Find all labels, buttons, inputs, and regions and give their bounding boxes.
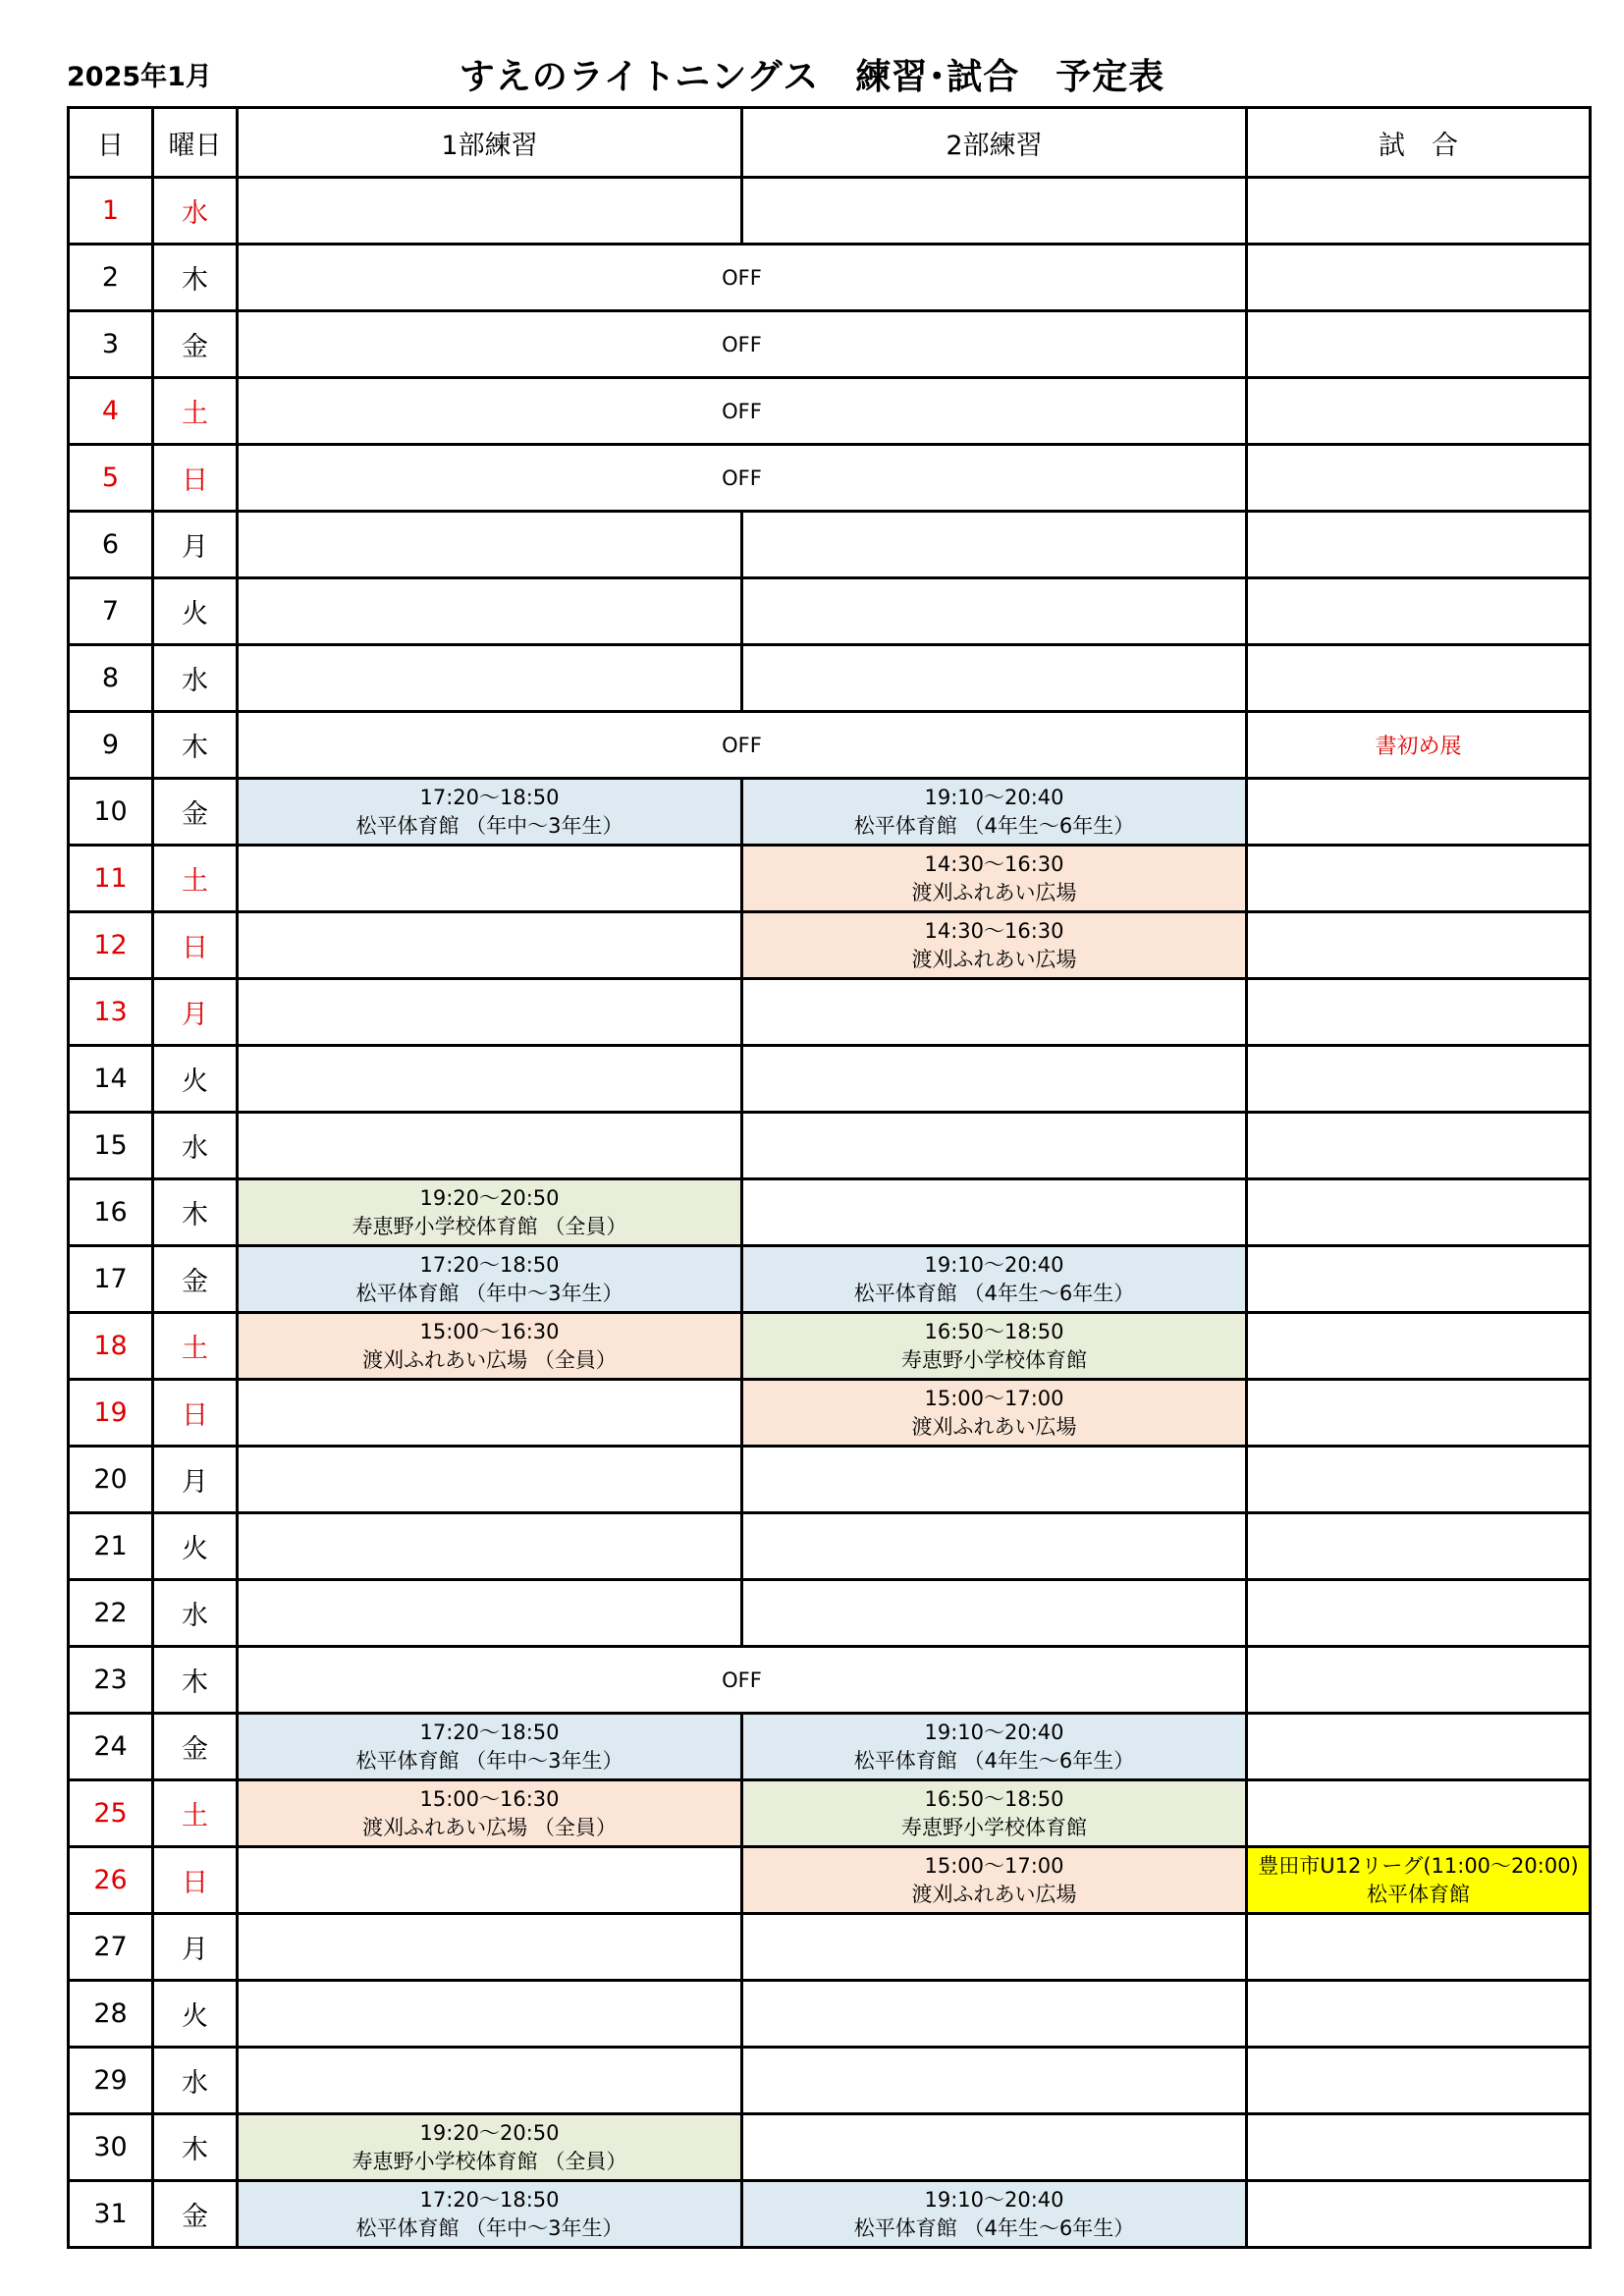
match-cell xyxy=(1247,2048,1591,2114)
table-row xyxy=(69,512,1591,578)
practice-part1-cell-venue: 寿恵野小学校体育館 （全員） xyxy=(352,1214,627,1238)
match-cell xyxy=(1247,178,1591,245)
weekday-label: 木 xyxy=(153,2114,238,2181)
table-row xyxy=(69,1380,1591,1447)
table-row xyxy=(69,979,1591,1046)
off-day-cell: OFF xyxy=(238,445,1247,512)
weekday-label: 金 xyxy=(153,311,238,378)
day-number: 14 xyxy=(69,1046,153,1113)
table-row xyxy=(69,1914,1591,1981)
practice-part1-cell xyxy=(238,1447,742,1513)
match-cell-venue: 松平体育館 xyxy=(1367,1882,1470,1906)
practice-part1-cell xyxy=(238,178,742,245)
match-cell xyxy=(1247,245,1591,311)
practice-part2-cell xyxy=(742,2181,1247,2248)
day-number: 15 xyxy=(69,1113,153,1179)
day-number: 30 xyxy=(69,2114,153,2181)
practice-part2-cell xyxy=(742,912,1247,979)
table-header-row xyxy=(69,108,1591,178)
table-row xyxy=(69,1580,1591,1647)
day-number: 26 xyxy=(69,1847,153,1914)
weekday-label: 日 xyxy=(153,445,238,512)
practice-part2-cell-time: 15:00～17:00 xyxy=(924,1853,1064,1878)
off-day-cell: OFF xyxy=(238,245,1247,311)
practice-part2-cell-time: 19:10～20:40 xyxy=(924,2187,1064,2212)
weekday-label: 金 xyxy=(153,1714,238,1780)
practice-part2-cell xyxy=(742,1914,1247,1981)
match-cell xyxy=(1247,1847,1591,1914)
practice-part1-cell xyxy=(238,2181,742,2248)
day-number: 25 xyxy=(69,1780,153,1847)
match-cell xyxy=(1247,2114,1591,2181)
table-row xyxy=(69,2048,1591,2114)
day-number: 20 xyxy=(69,1447,153,1513)
practice-part2-cell-venue: 松平体育館 （4年生～6年生） xyxy=(853,813,1135,838)
practice-part2-cell xyxy=(742,779,1247,846)
practice-part2-cell xyxy=(742,1046,1247,1113)
practice-part2-cell-time: 19:10～20:40 xyxy=(924,1720,1064,1744)
table-row xyxy=(69,2114,1591,2181)
table-row xyxy=(69,1046,1591,1113)
day-number: 17 xyxy=(69,1246,153,1313)
day-number: 2 xyxy=(69,245,153,311)
table-row xyxy=(69,178,1591,245)
off-day-cell: OFF xyxy=(238,311,1247,378)
weekday-label: 月 xyxy=(153,1914,238,1981)
match-cell xyxy=(1247,1580,1591,1647)
weekday-label: 土 xyxy=(153,846,238,912)
match-cell xyxy=(1247,2181,1591,2248)
weekday-label: 日 xyxy=(153,1380,238,1447)
practice-part1-cell xyxy=(238,1380,742,1447)
off-day-cell: OFF xyxy=(238,1647,1247,1714)
practice-part2-cell xyxy=(742,645,1247,712)
match-cell xyxy=(1247,912,1591,979)
practice-part1-cell xyxy=(238,1914,742,1981)
match-cell xyxy=(1247,1981,1591,2048)
table-row xyxy=(69,245,1591,311)
match-cell xyxy=(1247,311,1591,378)
practice-part2-cell xyxy=(742,979,1247,1046)
match-cell xyxy=(1247,1780,1591,1847)
match-cell xyxy=(1247,1447,1591,1513)
practice-part1-cell-time: 17:20～18:50 xyxy=(419,1720,560,1744)
practice-part2-cell xyxy=(742,1714,1247,1780)
practice-part2-cell xyxy=(742,2048,1247,2114)
day-number: 7 xyxy=(69,578,153,645)
weekday-label: 木 xyxy=(153,712,238,779)
practice-part1-cell-venue: 寿恵野小学校体育館 （全員） xyxy=(352,2149,627,2173)
practice-part2-cell xyxy=(742,1113,1247,1179)
practice-part2-cell xyxy=(742,1313,1247,1380)
practice-part1-cell xyxy=(238,578,742,645)
practice-part2-cell-time: 16:50～18:50 xyxy=(924,1786,1064,1811)
practice-part1-cell xyxy=(238,512,742,578)
practice-part1-cell xyxy=(238,912,742,979)
practice-part1-cell xyxy=(238,1179,742,1246)
match-cell xyxy=(1247,1246,1591,1313)
match-cell xyxy=(1247,979,1591,1046)
table-row xyxy=(69,645,1591,712)
match-cell xyxy=(1247,378,1591,445)
practice-part1-cell-time: 17:20～18:50 xyxy=(419,785,560,809)
weekday-label: 月 xyxy=(153,512,238,578)
practice-part2-cell-time: 15:00～17:00 xyxy=(924,1386,1064,1410)
day-number: 21 xyxy=(69,1513,153,1580)
match-cell xyxy=(1247,779,1591,846)
day-number: 10 xyxy=(69,779,153,846)
match-cell xyxy=(1247,1513,1591,1580)
column-header-day: 日 xyxy=(69,108,153,178)
practice-part2-cell-venue: 渡刈ふれあい広場 xyxy=(911,1882,1077,1906)
match-cell xyxy=(1247,445,1591,512)
practice-part1-cell xyxy=(238,1113,742,1179)
table-row xyxy=(69,1246,1591,1313)
column-header-part1: 1部練習 xyxy=(238,108,742,178)
weekday-label: 月 xyxy=(153,1447,238,1513)
practice-part2-cell-venue: 松平体育館 （4年生～6年生） xyxy=(853,1748,1135,1773)
practice-part2-cell xyxy=(742,1580,1247,1647)
match-cell-time: 豊田市U12リーグ(11:00～20:00) xyxy=(1258,1853,1579,1878)
practice-part1-cell xyxy=(238,1313,742,1380)
practice-part1-cell-time: 15:00～16:30 xyxy=(419,1786,560,1811)
day-number: 16 xyxy=(69,1179,153,1246)
schedule-table xyxy=(67,106,1592,2249)
practice-part2-cell-venue: 松平体育館 （4年生～6年生） xyxy=(853,2215,1135,2240)
day-number: 3 xyxy=(69,311,153,378)
match-cell xyxy=(1247,578,1591,645)
practice-part1-cell-time: 17:20～18:50 xyxy=(419,1252,560,1277)
practice-part2-cell xyxy=(742,1981,1247,2048)
practice-part2-cell-time: 14:30～16:30 xyxy=(924,851,1064,876)
day-number: 6 xyxy=(69,512,153,578)
match-cell xyxy=(1247,512,1591,578)
schedule-body xyxy=(69,178,1591,2248)
practice-part2-cell xyxy=(742,1780,1247,1847)
column-header-match: 試 合 xyxy=(1247,108,1591,178)
weekday-label: 金 xyxy=(153,779,238,846)
weekday-label: 水 xyxy=(153,178,238,245)
practice-part1-cell-venue: 松平体育館 （年中～3年生） xyxy=(355,2215,623,2240)
day-number: 4 xyxy=(69,378,153,445)
weekday-label: 木 xyxy=(153,245,238,311)
table-row xyxy=(69,1714,1591,1780)
practice-part1-cell xyxy=(238,2048,742,2114)
table-row xyxy=(69,311,1591,378)
practice-part1-cell xyxy=(238,979,742,1046)
table-row xyxy=(69,1447,1591,1513)
day-number: 22 xyxy=(69,1580,153,1647)
day-number: 29 xyxy=(69,2048,153,2114)
practice-part1-cell-time: 15:00～16:30 xyxy=(419,1319,560,1343)
practice-part1-cell xyxy=(238,1981,742,2048)
practice-part1-cell xyxy=(238,846,742,912)
practice-part2-cell xyxy=(742,1380,1247,1447)
table-row xyxy=(69,1647,1591,1714)
match-cell xyxy=(1247,1179,1591,1246)
practice-part1-cell xyxy=(238,1580,742,1647)
day-number: 19 xyxy=(69,1380,153,1447)
practice-part2-cell-venue: 寿恵野小学校体育館 xyxy=(901,1347,1087,1372)
practice-part1-cell xyxy=(238,1246,742,1313)
practice-part2-cell xyxy=(742,2114,1247,2181)
practice-part2-cell xyxy=(742,578,1247,645)
table-row xyxy=(69,712,1591,779)
table-row xyxy=(69,578,1591,645)
table-row xyxy=(69,1513,1591,1580)
practice-part1-cell-venue: 松平体育館 （年中～3年生） xyxy=(355,1748,623,1773)
practice-part2-cell xyxy=(742,512,1247,578)
weekday-label: 日 xyxy=(153,912,238,979)
day-number: 24 xyxy=(69,1714,153,1780)
column-header-part2: 2部練習 xyxy=(742,108,1247,178)
table-row xyxy=(69,2181,1591,2248)
weekday-label: 火 xyxy=(153,1981,238,2048)
match-cell: 書初め展 xyxy=(1247,712,1591,779)
table-row xyxy=(69,1847,1591,1914)
practice-part1-cell xyxy=(238,1513,742,1580)
month-label: 2025年1月 xyxy=(67,62,212,92)
match-cell xyxy=(1247,1046,1591,1113)
weekday-label: 土 xyxy=(153,378,238,445)
practice-part1-cell xyxy=(238,1046,742,1113)
table-row xyxy=(69,445,1591,512)
day-number: 1 xyxy=(69,178,153,245)
practice-part1-cell xyxy=(238,1780,742,1847)
weekday-label: 水 xyxy=(153,1580,238,1647)
table-row xyxy=(69,378,1591,445)
practice-part2-cell-time: 16:50～18:50 xyxy=(924,1319,1064,1343)
practice-part1-cell xyxy=(238,2114,742,2181)
table-row xyxy=(69,1981,1591,2048)
day-number: 31 xyxy=(69,2181,153,2248)
day-number: 23 xyxy=(69,1647,153,1714)
practice-part1-cell-time: 19:20～20:50 xyxy=(419,1185,560,1210)
practice-part1-cell-venue: 松平体育館 （年中～3年生） xyxy=(355,813,623,838)
practice-part2-cell xyxy=(742,1513,1247,1580)
practice-part2-cell-time: 19:10～20:40 xyxy=(924,1252,1064,1277)
practice-part2-cell-venue: 寿恵野小学校体育館 xyxy=(901,1815,1087,1839)
weekday-label: 日 xyxy=(153,1847,238,1914)
table-row xyxy=(69,1179,1591,1246)
weekday-label: 水 xyxy=(153,1113,238,1179)
day-number: 18 xyxy=(69,1313,153,1380)
weekday-label: 月 xyxy=(153,979,238,1046)
day-number: 13 xyxy=(69,979,153,1046)
day-number: 8 xyxy=(69,645,153,712)
off-day-cell: OFF xyxy=(238,378,1247,445)
match-cell xyxy=(1247,1313,1591,1380)
column-header-weekday: 曜日 xyxy=(153,108,238,178)
practice-part2-cell xyxy=(742,1179,1247,1246)
table-row xyxy=(69,846,1591,912)
weekday-label: 火 xyxy=(153,1046,238,1113)
weekday-label: 土 xyxy=(153,1313,238,1380)
practice-part2-cell xyxy=(742,846,1247,912)
weekday-label: 金 xyxy=(153,1246,238,1313)
off-day-cell: OFF xyxy=(238,712,1247,779)
practice-part2-cell xyxy=(742,1447,1247,1513)
practice-part1-cell xyxy=(238,1714,742,1780)
match-cell xyxy=(1247,1714,1591,1780)
day-number: 5 xyxy=(69,445,153,512)
table-row xyxy=(69,1780,1591,1847)
weekday-label: 水 xyxy=(153,2048,238,2114)
table-row xyxy=(69,779,1591,846)
match-cell xyxy=(1247,1113,1591,1179)
match-cell xyxy=(1247,846,1591,912)
table-row xyxy=(69,912,1591,979)
practice-part2-cell-venue: 渡刈ふれあい広場 xyxy=(911,880,1077,904)
weekday-label: 土 xyxy=(153,1780,238,1847)
practice-part2-cell-time: 14:30～16:30 xyxy=(924,918,1064,943)
match-cell xyxy=(1247,1380,1591,1447)
practice-part2-cell xyxy=(742,178,1247,245)
match-cell xyxy=(1247,1914,1591,1981)
practice-part1-cell-venue: 渡刈ふれあい広場 （全員） xyxy=(362,1815,617,1839)
practice-part2-cell-venue: 渡刈ふれあい広場 xyxy=(911,1414,1077,1439)
practice-part2-cell-venue: 松平体育館 （4年生～6年生） xyxy=(853,1281,1135,1305)
day-number: 11 xyxy=(69,846,153,912)
table-row xyxy=(69,1113,1591,1179)
practice-part1-cell-venue: 松平体育館 （年中～3年生） xyxy=(355,1281,623,1305)
practice-part1-cell xyxy=(238,1847,742,1914)
practice-part2-cell-venue: 渡刈ふれあい広場 xyxy=(911,947,1077,971)
weekday-label: 木 xyxy=(153,1179,238,1246)
weekday-label: 水 xyxy=(153,645,238,712)
table-row xyxy=(69,1313,1591,1380)
weekday-label: 火 xyxy=(153,578,238,645)
practice-part1-cell-time: 17:20～18:50 xyxy=(419,2187,560,2212)
practice-part1-cell xyxy=(238,645,742,712)
practice-part1-cell-time: 19:20～20:50 xyxy=(419,2120,560,2145)
day-number: 12 xyxy=(69,912,153,979)
match-cell xyxy=(1247,1647,1591,1714)
practice-part2-cell xyxy=(742,1847,1247,1914)
day-number: 28 xyxy=(69,1981,153,2048)
day-number: 27 xyxy=(69,1914,153,1981)
weekday-label: 木 xyxy=(153,1647,238,1714)
practice-part1-cell-venue: 渡刈ふれあい広場 （全員） xyxy=(362,1347,617,1372)
weekday-label: 金 xyxy=(153,2181,238,2248)
match-cell xyxy=(1247,645,1591,712)
weekday-label: 火 xyxy=(153,1513,238,1580)
day-number: 9 xyxy=(69,712,153,779)
page-title: すえのライトニングス 練習･試合 予定表 xyxy=(459,57,1165,97)
practice-part2-cell xyxy=(742,1246,1247,1313)
practice-part1-cell xyxy=(238,779,742,846)
practice-part2-cell-time: 19:10～20:40 xyxy=(924,785,1064,809)
